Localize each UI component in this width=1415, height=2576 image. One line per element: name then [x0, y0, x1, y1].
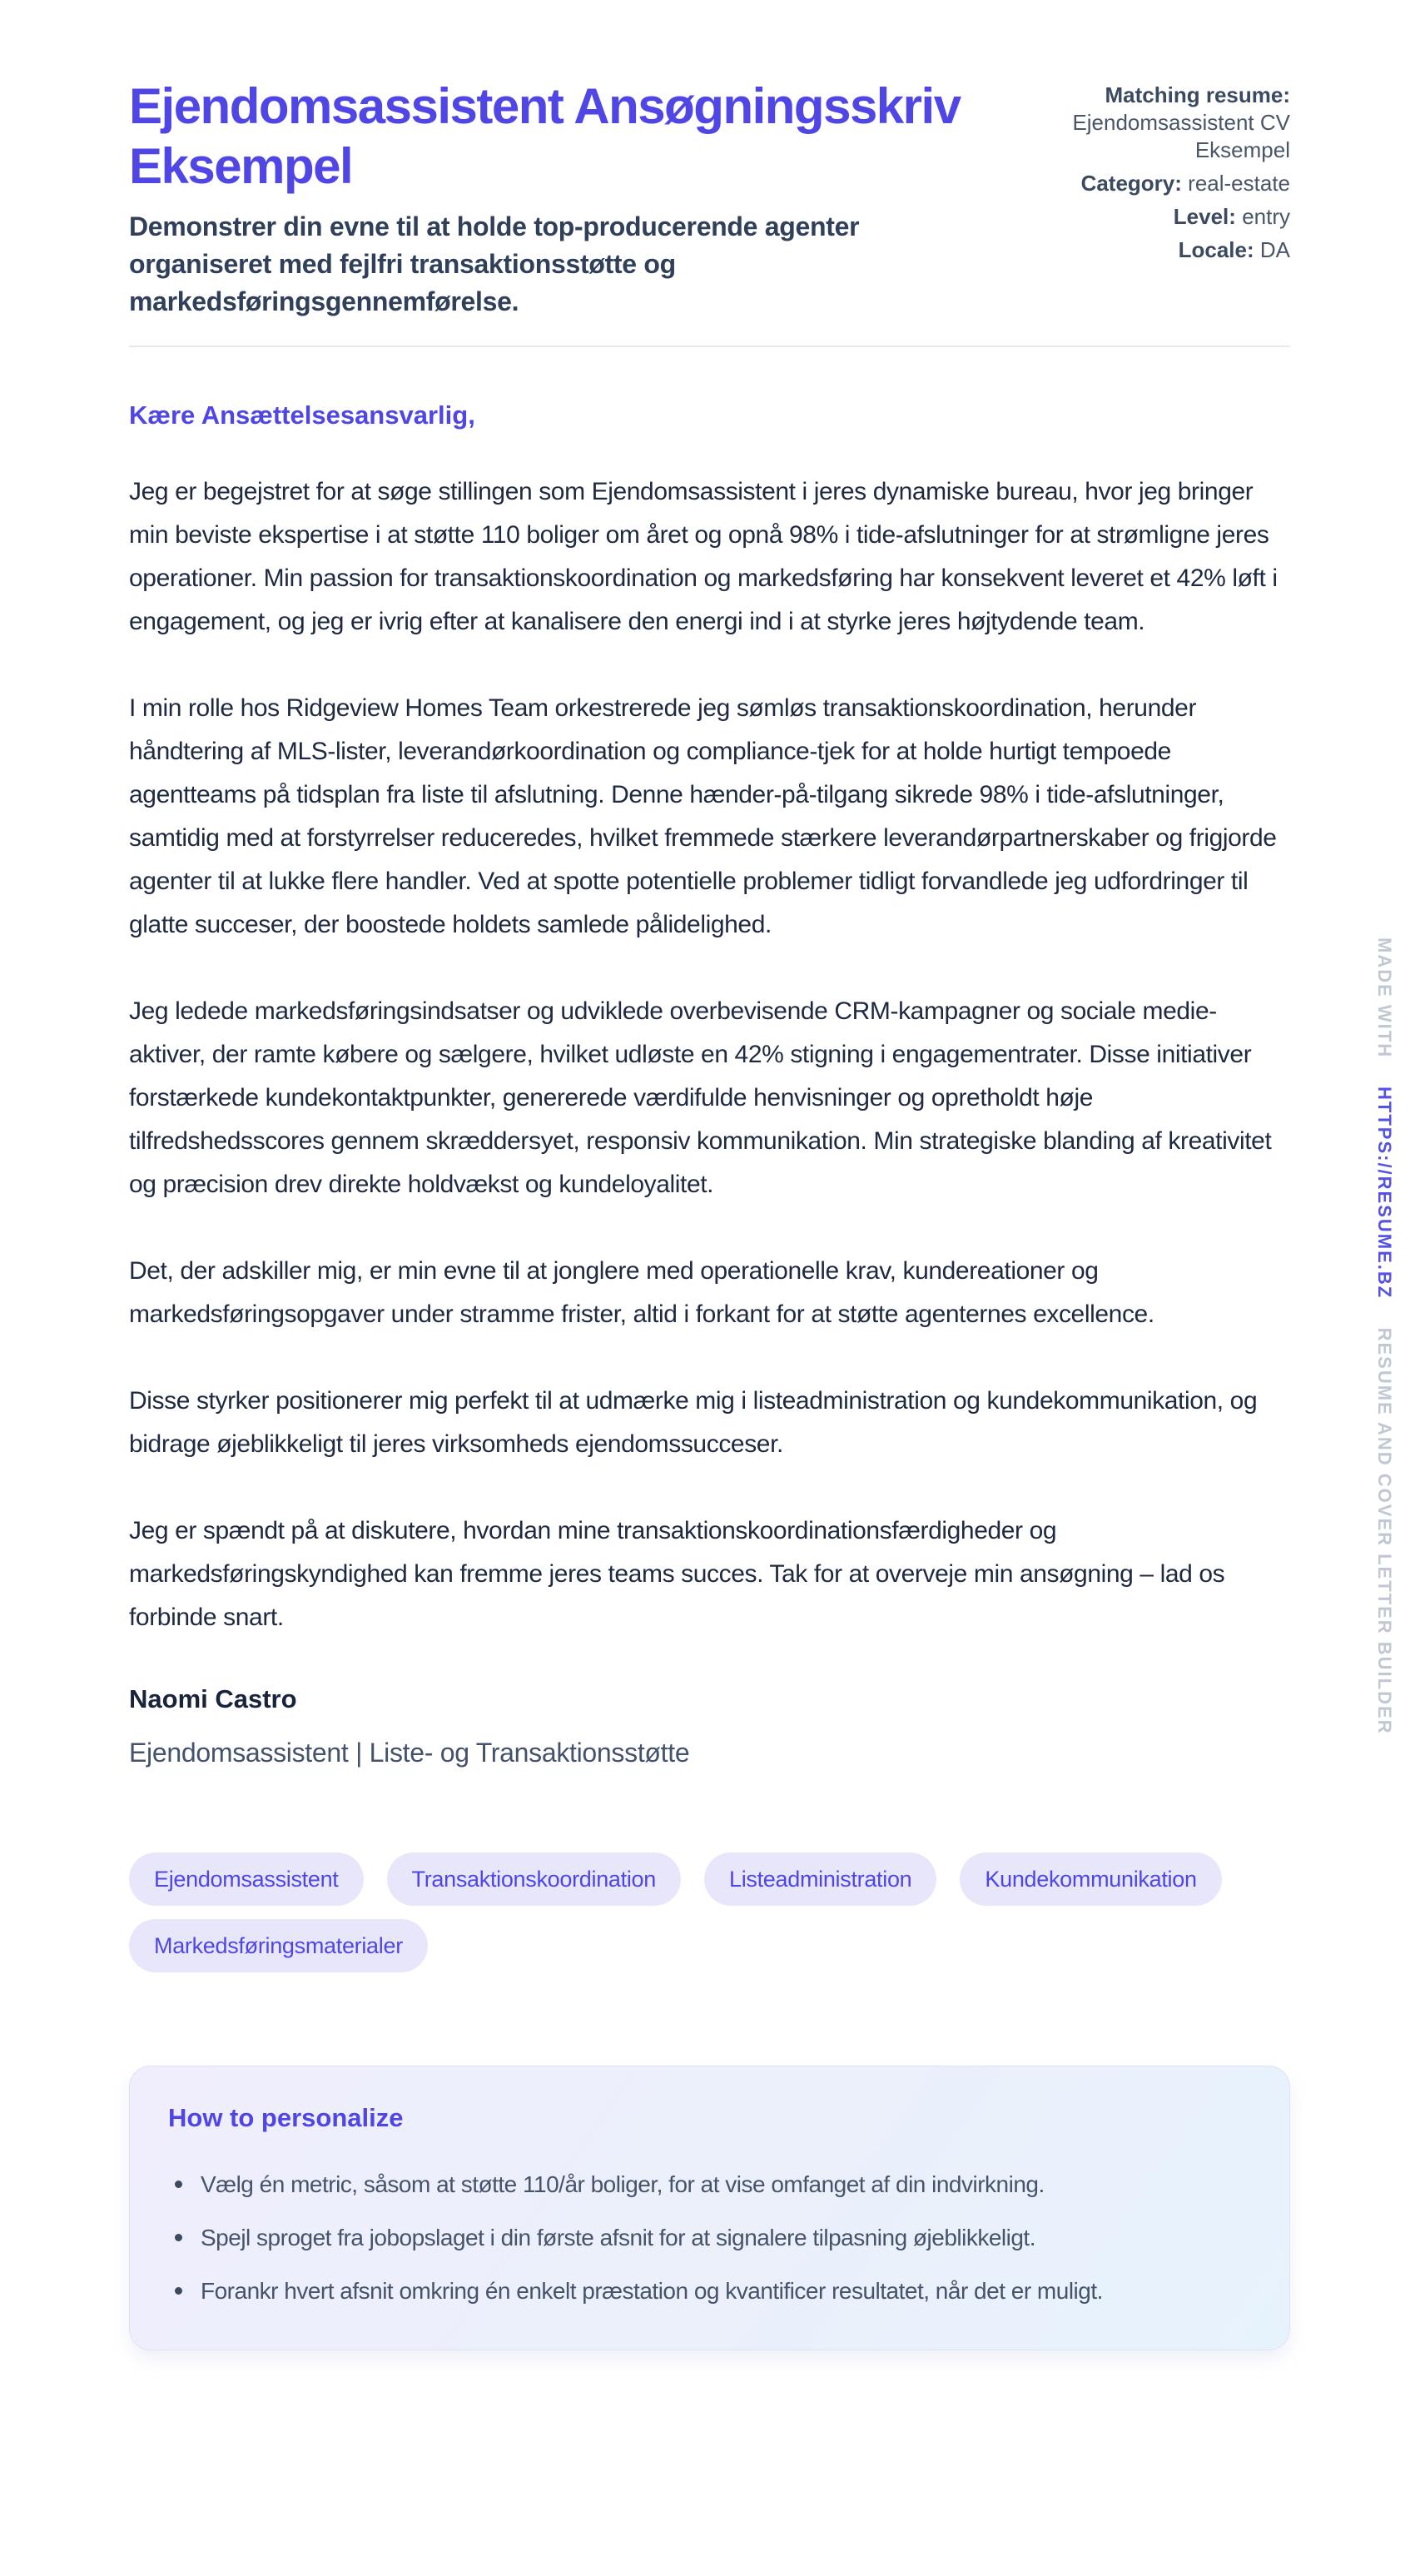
watermark-suffix: RESUME AND COVER LETTER BUILDER	[1374, 1327, 1395, 1735]
meta-panel	[1040, 77, 1290, 264]
signature-name: Naomi Castro	[129, 1684, 297, 1713]
meta-category-label: Category:	[1080, 171, 1182, 196]
meta-level-value: entry	[1242, 204, 1290, 229]
letter-greeting: Kære Ansættelsesansvarlig,	[129, 400, 475, 430]
skill-tag-pill[interactable]: Kundekommunikation	[960, 1852, 1221, 1906]
bullet-dot-icon	[175, 2181, 182, 2188]
header-title-block	[129, 77, 1040, 321]
meta-category-value: real-estate	[1188, 171, 1290, 196]
letter-paragraph: I min rolle hos Ridgeview Homes Team orkestrerede jeg sømløs transaktionskoordination, herunder håndtering af MLS-lister, leverandørkoordination og compliance-tjek for at holde hurtigt tempoede agentteams på tidsplan fra liste til afslutning. Denne hænder-på-tilgang sikrede 98% i tide-afslutninger, samtidig med at forstyrrelser reduceredes, hvilket fremmede stærkere leverandørpartnerskaber og frigjorde agenter til at lukke flere handler. Ved at spotte potentielle problemer tidligt forvandlede jeg udfordringer til glatte succeser, der boostede holdets samlede pålidelighed.	[129, 694, 1277, 938]
personalize-box	[129, 2066, 1290, 2350]
signature-role: Ejendomsassistent | Liste- og Transaktionsstøtte	[129, 1738, 690, 1768]
personalize-bullet-text: Spejl sproget fra jobopslaget i din første afsnit for at signalere tilpasning øjeblikkeligt.	[201, 2225, 1035, 2250]
meta-matching-resume-label: Matching resume:	[1105, 82, 1290, 107]
letter-paragraph: Disse styrker positionerer mig perfekt til at udmærke mig i listeadministration og kundekommunikation, og bidrage øjeblikkeligt til jeres virksomheds ejendomssucceser.	[129, 1387, 1258, 1458]
resume-bz-link[interactable]: HTTPS://RESUME.BZ	[1374, 1087, 1395, 1300]
bullet-dot-icon	[175, 2234, 182, 2241]
meta-locale	[1040, 236, 1290, 264]
skill-tags	[129, 1852, 1290, 1972]
watermark-prefix: MADE WITH	[1374, 937, 1395, 1059]
letter-paragraph: Det, der adskiller mig, er min evne til at jonglere med operationelle krav, kundereationer og markedsføringsopgaver under stramme frister, altid i forkant for at støtte agenternes excellence.	[129, 1257, 1154, 1328]
meta-level	[1040, 203, 1290, 231]
personalize-bullet-text: Forankr hvert afsnit omkring én enkelt præstation og kvantificer resultatet, når det er muligt.	[201, 2278, 1103, 2304]
made-with-watermark	[1373, 937, 1395, 1735]
meta-locale-value: DA	[1259, 237, 1290, 262]
meta-matching-resume-value: Ejendomsassistent CV Eksempel	[1072, 110, 1290, 162]
skill-tag-pill[interactable]: Transaktionskoordination	[387, 1852, 681, 1906]
page-header	[129, 77, 1290, 321]
meta-level-label: Level:	[1173, 204, 1236, 229]
letter-paragraph: Jeg er spændt på at diskutere, hvordan mine transaktionskoordinationsfærdigheder og markedsføringskyndighed kan fremme jeres teams succes. Tak for at overveje min ansøgning – lad os forbinde snart.	[129, 1517, 1225, 1631]
personalize-title: How to personalize	[168, 2103, 404, 2132]
personalize-bullet-text: Vælg én metric, såsom at støtte 110/år boliger, for at vise omfanget af din indvirkning.	[201, 2171, 1045, 2197]
meta-matching-resume	[1040, 82, 1290, 164]
meta-locale-label: Locale:	[1178, 237, 1254, 262]
header-divider	[129, 346, 1290, 347]
meta-category	[1040, 170, 1290, 197]
skill-tag-pill[interactable]: Markedsføringsmaterialer	[129, 1919, 428, 1972]
letter-paragraph: Jeg er begejstret for at søge stillingen som Ejendomsassistent i jeres dynamiske bureau, hvor jeg bringer min beviste ekspertise i at støtte 110 boliger om året og opnå 98% i tide-afslutninger for at strømligne jeres operationer. Min passion for transaktionskoordination og markedsføring har konsekvent leveret et 42% løft i engagement, og jeg er ivrig efter at kanalisere den energi ind i at styrke jeres højtydende team.	[129, 478, 1278, 635]
letter-paragraphs	[129, 470, 1290, 1639]
personalize-bullet	[168, 2216, 1256, 2260]
skill-tag-pill[interactable]: Ejendomsassistent	[129, 1852, 364, 1906]
personalize-bullet	[168, 2163, 1256, 2206]
letter-paragraph: Jeg ledede markedsføringsindsatser og udviklede overbevisende CRM-kampagner og sociale medie-aktiver, der ramte købere og sælgere, hvilket udløste en 42% stigning i engagementrater. Disse initiativer forstærkede kundekontaktpunkter, genererede værdifulde henvisninger og opretholdt høje tilfredshedsscores gennem skræddersyet, responsiv kommunikation. Min strategiske blanding af kreativitet og præcision drev direkte holdvækst og kundeloyalitet.	[129, 997, 1272, 1198]
personalize-bullet	[168, 2270, 1256, 2313]
bullet-dot-icon	[175, 2287, 182, 2295]
page-subtitle: Demonstrer din evne til at holde top-producerende agenter organiseret med fejlfri transaktionsstøtte og markedsføringsgennemførelse.	[129, 211, 860, 316]
skill-tag-pill[interactable]: Listeadministration	[704, 1852, 936, 1906]
page-title: Ejendomsassistent Ansøgningsskriv Eksempel	[129, 78, 961, 194]
personalize-list	[168, 2163, 1256, 2313]
letter-body	[129, 399, 1290, 2350]
